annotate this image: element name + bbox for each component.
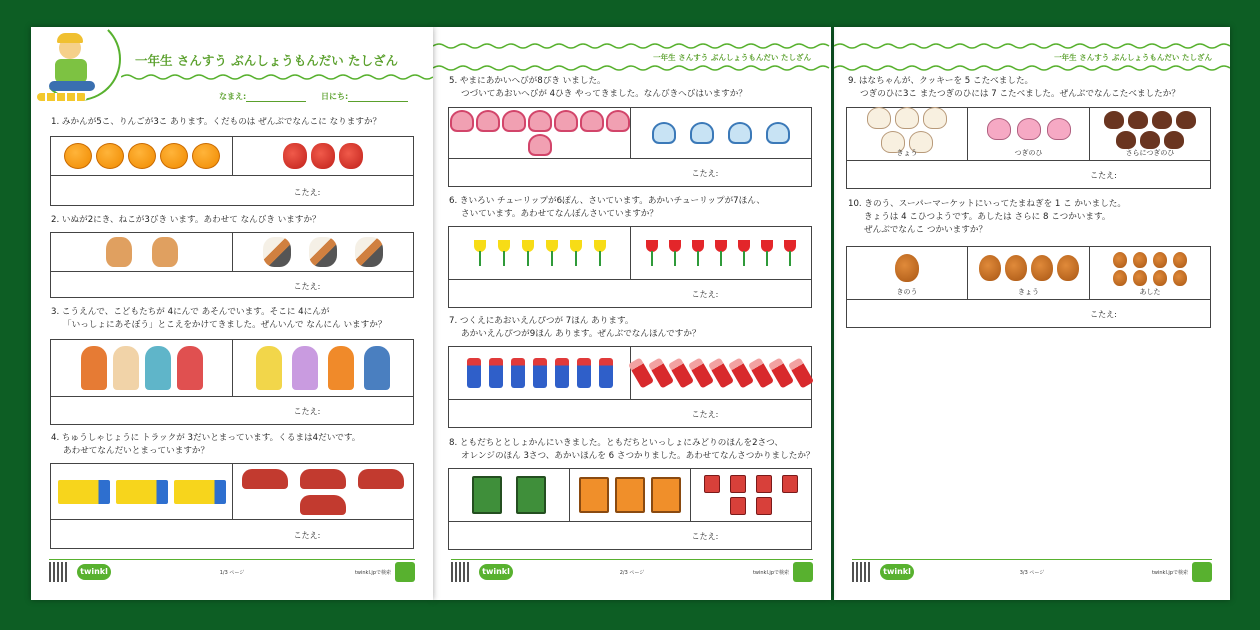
worksheet-page-1 [31,27,433,600]
red-book-icon [782,475,798,493]
question-2-box [50,232,414,298]
page-number: 1/3 ページ [219,570,245,576]
red-tulip-icon [781,240,799,266]
child-icon [177,346,203,390]
dogs-cell [51,233,233,271]
red-snakes-cell [449,108,631,158]
caption-tomorrow: あした [1139,288,1161,296]
blue-pencil-icon [555,358,569,388]
question-2: 2. いぬが2にき、ねこが3びき います。あわせて なんびき いますか？ [51,215,321,225]
red-tulip-icon [689,240,707,266]
site-search-text: twinkl.jpで検索 [354,570,391,576]
onion-icon [1031,255,1053,281]
footer [49,562,415,584]
child-icon [145,346,171,390]
red-tulip-icon [712,240,730,266]
question-3-box [50,339,414,425]
oranges-cell [51,137,233,175]
question-1-box [50,136,414,206]
cookie-icon [1152,111,1172,129]
blue-pencil-icon [533,358,547,388]
onion-icon [1173,270,1187,286]
truck-icon [174,480,226,504]
blue-snake-icon [652,122,676,144]
orange-book-icon [579,477,609,513]
red-snake-icon [476,110,500,132]
red-book-icon [730,497,746,515]
answer-label: こたえ: [691,410,719,419]
blue-pencil-icon [489,358,503,388]
cookie-icon [1128,111,1148,129]
apple-icon [311,143,335,169]
red-snake-icon [580,110,604,132]
footer-divider [49,559,415,560]
apples-cell [233,137,413,175]
cookie-icon [923,107,947,129]
orange-icon [128,143,156,169]
quality-badge-icon [395,562,415,582]
question-4-box [50,463,414,549]
cookie-icon [1164,131,1184,149]
question-1: 1. みかんが5こ、りんごが3こ あります。くだものは ぜんぶでなんこに なりますか？ [51,117,382,127]
onion-icon [1005,255,1027,281]
onion-icon [1057,255,1079,281]
dog-icon [152,237,178,267]
question-6-box [448,226,812,308]
onion-icon [1153,252,1167,268]
yellow-tulip-icon [495,240,513,266]
red-snake-icon [528,134,552,156]
cookies-day-after-cell [1090,108,1210,160]
children-joining-cell [233,340,413,396]
red-tulips-cell [631,227,811,279]
yellow-tulip-icon [471,240,489,266]
twinkl-logo: twinkl [880,564,914,580]
header-wave [121,73,433,81]
question-9: 9. はなちゃんが、クッキーを 5 こたべました。 つぎのひに3こ またつぎのひには 7 こたべました。ぜんぶでなんこたべましたか？ [848,76,1180,99]
answer-label: こたえ: [293,188,321,197]
question-8-box [448,468,812,550]
green-book-icon [516,476,546,514]
date-field[interactable] [321,91,408,102]
site-search-text: twinkl.jpで検索 [752,570,789,576]
worksheet-page-2 [433,27,831,600]
caption-today: きょう [1018,288,1039,296]
answer-label: こたえ: [293,282,321,291]
red-books-cell [691,469,811,521]
question-5-box [448,107,812,187]
onion-icon [1173,252,1187,268]
answer-label: こたえ: [691,169,719,178]
cats-cell [233,233,413,271]
page-number: 2/3 ページ [619,570,645,576]
orange-books-cell [570,469,691,521]
orange-icon [192,143,220,169]
orange-icon [160,143,188,169]
header-wave [433,64,831,72]
green-book-icon [472,476,502,514]
car-icon [300,495,346,515]
orange-book-icon [651,477,681,513]
child-icon [292,346,318,390]
question-10-box [846,246,1211,328]
onion-icon [1153,270,1167,286]
cookie-icon [987,118,1011,140]
onion-icon [1133,252,1147,268]
cookie-icon [1047,118,1071,140]
answer-label: こたえ: [293,407,321,416]
red-book-icon [756,475,772,493]
red-snake-icon [450,110,474,132]
onion-icon [979,255,1001,281]
apple-icon [283,143,307,169]
blue-pencil-icon [511,358,525,388]
question-8: 8. ともだちととしょかんにいきました。ともだちといっしょにみどりのほんを2さつ、 オレンジのほん 3さつ、あかいほんを 6 さつかりました。あわせてなんさつかりましたか？ [449,438,815,461]
red-snake-icon [554,110,578,132]
cookie-icon [1140,131,1160,149]
answer-label: こたえ: [1090,171,1117,180]
twinkl-logo: twinkl [479,564,513,580]
footer-divider [852,559,1212,560]
boy-illustration [35,27,105,107]
cookie-icon [895,107,919,129]
name-field[interactable] [219,91,306,102]
cookie-icon [867,107,891,129]
blue-pencils-cell [449,347,631,399]
page-title: 一年生 さんすう ぶんしょうもんだい たしざん [653,53,811,62]
red-pencils-cell [631,347,811,399]
answer-label: こたえ: [293,531,321,540]
cat-icon [355,237,383,267]
child-icon [328,346,354,390]
caption-today: きょう [896,149,918,157]
green-books-cell [449,469,570,521]
yellow-tulip-icon [543,240,561,266]
page-number: 3/3 ページ [1019,570,1045,576]
orange-icon [64,143,92,169]
twinkl-logo: twinkl [77,564,111,580]
onion-icon [895,254,919,282]
question-3: 3. こうえんで、こどもたちが 4にんで あそんでいます。そこに 4にんが 「いっしょにあそぼう」とこえをかけてきました。ぜんいんで なんにん いますか？ [51,307,387,330]
footer-divider [451,559,813,560]
question-5: 5. やまにあかいへびが8ぴき いました。 つづいてあおいへびが 4ひき やってきました。なんびきへびはいますか？ [449,76,747,99]
blue-pencil-icon [467,358,481,388]
caption-next-day: つぎのひ [1014,149,1043,157]
cookie-icon [1104,111,1124,129]
page-title: 一年生 さんすう ぶんしょうもんだい たしざん [1054,53,1212,62]
header-wave [433,42,831,50]
date-label: 日にち: [321,92,349,101]
trucks-cell [51,464,233,519]
red-tulip-icon [666,240,684,266]
cookie-icon [1116,131,1136,149]
child-icon [364,346,390,390]
child-icon [256,346,282,390]
blue-snakes-cell [631,108,811,158]
blue-snake-icon [690,122,714,144]
header-wave [834,64,1230,72]
dog-icon [106,237,132,267]
cars-cell [233,464,413,519]
car-icon [242,469,288,489]
blue-snake-icon [766,122,790,144]
cookie-icon [1176,111,1196,129]
footer [852,562,1212,584]
worksheet-page-3 [834,27,1230,600]
yellow-tulip-icon [567,240,585,266]
onion-icon [1113,270,1127,286]
name-label: なまえ: [219,92,247,101]
onions-tomorrow-cell [1090,247,1210,299]
child-icon [113,346,139,390]
cat-icon [309,237,337,267]
red-book-icon [730,475,746,493]
blue-pencil-icon [577,358,591,388]
onion-icon [1113,252,1127,268]
blue-pencil-icon [599,358,613,388]
cat-icon [263,237,291,267]
red-book-icon [756,497,772,515]
red-snake-icon [502,110,526,132]
blue-snake-icon [728,122,752,144]
quality-badge-icon [1192,562,1212,582]
yellow-tulip-icon [519,240,537,266]
truck-icon [116,480,168,504]
orange-icon [96,143,124,169]
children-playing-cell [51,340,233,396]
question-10: 10. きのう、スーパーマーケットにいってたまねぎを 1 こ かいました。 きょうは 4 こひつようです。あしたは さらに 8 こつかいます。 ぜんぶでなんこ つかいますか？ [848,199,1126,235]
onions-today-cell [968,247,1090,299]
caption-yesterday: きのう [896,288,918,296]
page-title: 一年生 さんすう ぶんしょうもんだい たしざん [135,53,399,68]
onion-icon [1133,270,1147,286]
onions-yesterday-cell [847,247,968,299]
red-snake-icon [606,110,630,132]
footer [451,562,813,584]
red-tulip-icon [735,240,753,266]
question-6: 6. きいろい チューリップが6ぽん、さいています。あかいチューリップが7ほん、 さいています。あわせてなんぼんさいていますか？ [449,196,765,219]
answer-label: こたえ: [691,290,719,299]
question-9-box [846,107,1211,189]
header-wave [834,42,1230,50]
caption-day-after: さらにつぎのひ [1125,149,1175,157]
question-7: 7. つくえにあおいえんぴつが 7ほん あります。 あかいえんぴつが9ほん あります。ぜんぶでなんほんですか？ [449,316,701,339]
truck-icon [58,480,110,504]
yellow-tulip-icon [591,240,609,266]
red-book-icon [704,475,720,493]
cookie-icon [1017,118,1041,140]
apple-icon [339,143,363,169]
orange-book-icon [615,477,645,513]
child-icon [81,346,107,390]
yellow-tulips-cell [449,227,631,279]
quality-badge-icon [793,562,813,582]
question-7-box [448,346,812,428]
question-4: 4. ちゅうしゃじょうに トラックが 3だいとまっています。くるまは4だいです。 あわせてなんだいとまっていますか？ [51,433,361,456]
car-icon [358,469,404,489]
red-snake-icon [528,110,552,132]
cookies-today-cell [847,108,968,160]
red-tulip-icon [643,240,661,266]
answer-label: こたえ: [691,532,719,541]
red-tulip-icon [758,240,776,266]
cookies-next-day-cell [968,108,1090,160]
answer-label: こたえ: [1090,310,1117,319]
site-search-text: twinkl.jpで検索 [1151,570,1188,576]
red-pencil-icon [788,357,814,388]
car-icon [300,469,346,489]
